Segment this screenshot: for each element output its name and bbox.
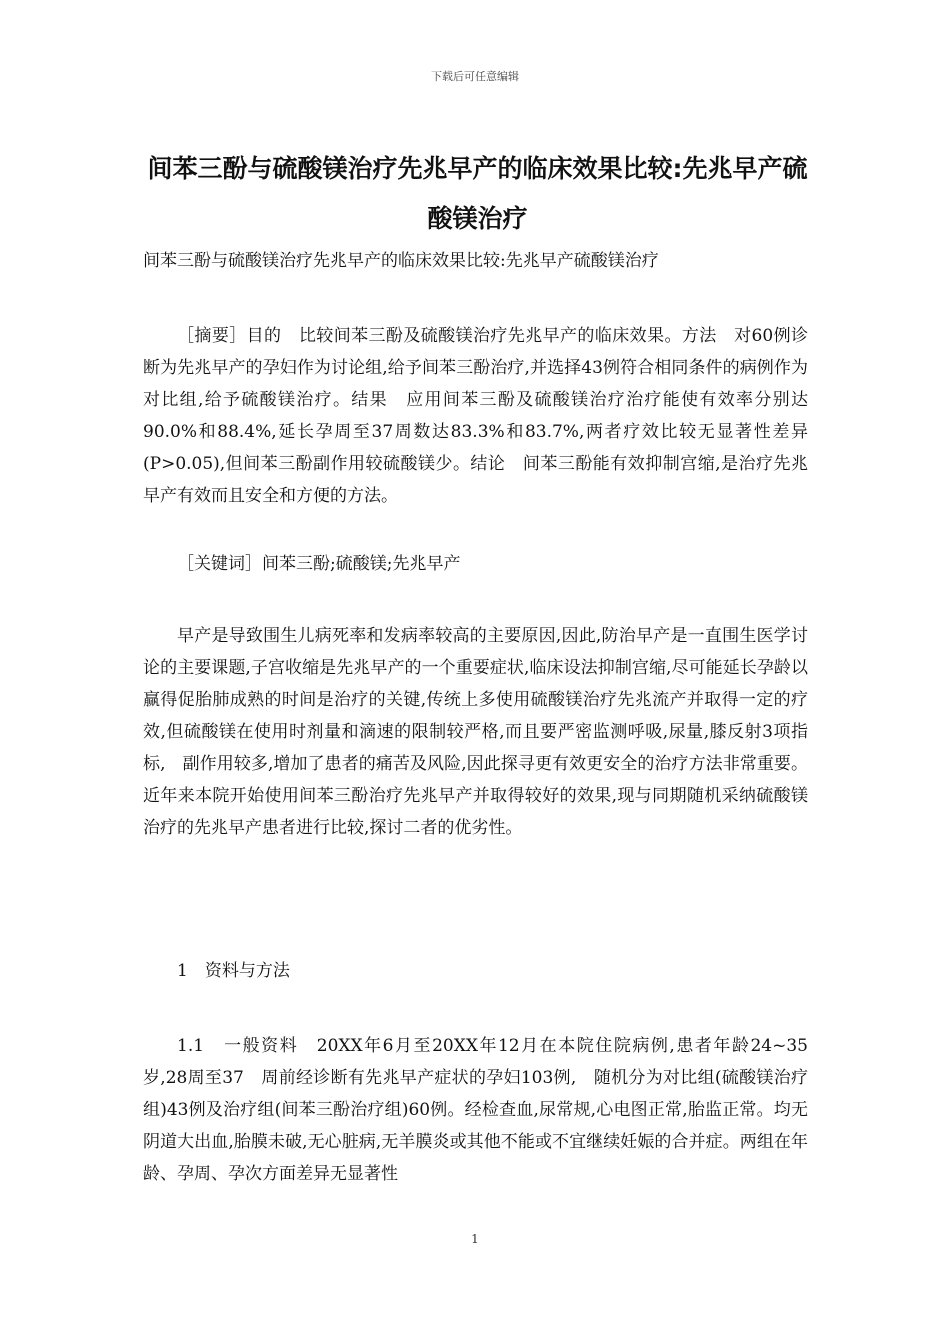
keywords-paragraph: ［关键词］间苯三酚;硫酸镁;先兆早产 [177, 554, 461, 574]
page-header-note: 下载后可任意编辑 [431, 70, 519, 83]
page-number: 1 [471, 1232, 479, 1246]
section-1-1-paragraph: 1.1 一般资料 20XX年6月至20XX年12月在本院住院病例,患者年龄24~35岁,28周至37 周前经诊断有先兆早产症状的孕妇103例, 随机分为对比组(硫酸镁治疗组)43例及治疗组(间苯三酚治疗组)60例。经检查血,尿常规,心电图正常,胎监正常。均无阴道大出血,胎膜未破,无心脏病,无羊膜炎或其他不能或不宜继续妊娠的合并症。两组在年龄、孕周、孕次方面差异无显著性 [143, 1036, 808, 1184]
document-subtitle: 间苯三酚与硫酸镁治疗先兆早产的临床效果比较:先兆早产硫酸镁治疗 [143, 251, 659, 271]
intro-paragraph: 早产是导致围生儿病死率和发病率较高的主要原因,因此,防治早产是一直围生医学讨论的主要课题,子宫收缩是先兆早产的一个重要症状,临床设法抑制宫缩,尽可能延长孕龄以赢得促胎肺成熟的时间是治疗的关键,传统上多使用硫酸镁治疗先兆流产并取得一定的疗效,但硫酸镁在使用时剂量和滴速的限制较严格,而且要严密监测呼吸,尿量,膝反射3项指标, 副作用较多,增加了患者的痛苦及风险,因此探寻更有效更安全的治疗方法非常重要。近年来本院开始使用间苯三酚治疗先兆早产并取得较好的效果,现与同期随机采纳硫酸镁治疗的先兆早产患者进行比较,探讨二者的优劣性。 [143, 626, 808, 838]
abstract-paragraph: ［摘要］目的 比较间苯三酚及硫酸镁治疗先兆早产的临床效果。方法 对60例诊断为先兆早产的孕妇作为讨论组,给予间苯三酚治疗,并选择43例符合相同条件的病例作为对比组,给予硫酸镁治疗。结果 应用间苯三酚及硫酸镁治疗治疗能使有效率分别达90.0%和88.4%,延长孕周至37周数达83.3%和83.7%,两者疗效比较无显著性差异(P>0.05),但间苯三酚副作用较硫酸镁少。结论 间苯三酚能有效抑制宫缩,是治疗先兆早产有效而且安全和方便的方法。 [143, 326, 808, 506]
section-1-heading: 1 资料与方法 [177, 961, 290, 981]
document-title: 间苯三酚与硫酸镁治疗先兆早产的临床效果比较:先兆早产硫酸镁治疗 [147, 154, 808, 233]
